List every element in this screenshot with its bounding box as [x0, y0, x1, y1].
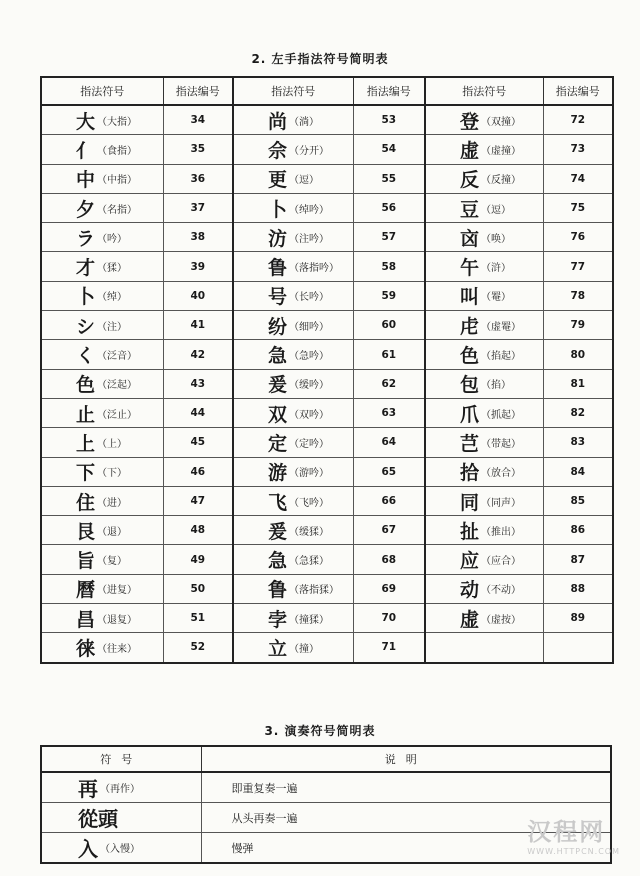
table-row — [41, 803, 611, 833]
fingering-glyph: 更 — [268, 169, 288, 192]
fingering-name: （撞猱） — [289, 614, 330, 626]
number-cell: 58 — [353, 252, 425, 281]
fingering-name: （掐起） — [481, 351, 522, 363]
symbol-cell — [425, 486, 543, 515]
fingering-glyph: 芑 — [460, 432, 480, 455]
symbol-cell — [233, 223, 353, 252]
performance-glyph: 再 — [78, 777, 98, 801]
number-cell: 38 — [163, 223, 233, 252]
fingering-glyph: 卜 — [76, 286, 96, 309]
fingering-name: （浒） — [481, 263, 512, 275]
fingering-name: （复） — [97, 556, 128, 568]
number-cell: 57 — [353, 223, 425, 252]
watermark-logo-text: 汉程网 — [527, 818, 606, 846]
number-cell: 34 — [163, 105, 233, 135]
number-cell: 39 — [163, 252, 233, 281]
fingering-name: （双撞） — [481, 116, 522, 128]
symbol-cell — [425, 545, 543, 574]
table-row — [41, 369, 613, 398]
symbol-cell — [425, 398, 543, 427]
fingering-glyph: 双 — [268, 403, 288, 426]
table-header-row — [41, 746, 611, 772]
number-cell: 66 — [353, 486, 425, 515]
number-cell: 68 — [353, 545, 425, 574]
symbol-cell — [233, 281, 353, 310]
symbol-cell — [41, 369, 163, 398]
fingering-glyph: 止 — [76, 403, 96, 426]
table-row — [41, 135, 613, 164]
fingering-name: （泛音） — [97, 351, 138, 363]
number-cell: 75 — [543, 193, 613, 222]
number-cell: 56 — [353, 193, 425, 222]
number-cell: 84 — [543, 457, 613, 486]
symbol-cell — [425, 633, 543, 663]
fingering-glyph: 爰 — [268, 374, 288, 397]
number-cell: 49 — [163, 545, 233, 574]
table-row — [41, 633, 613, 663]
fingering-glyph: 尚 — [268, 110, 288, 133]
fingering-name: （进复） — [97, 585, 138, 597]
number-cell: 81 — [543, 369, 613, 398]
number-cell: 40 — [163, 281, 233, 310]
fingering-glyph: 㐫 — [460, 227, 480, 250]
table-row — [41, 604, 613, 633]
symbol-cell — [41, 428, 163, 457]
symbol-cell — [41, 135, 163, 164]
fingering-glyph: 纷 — [268, 315, 288, 338]
header-number-3: 指法编号 — [543, 77, 613, 105]
fingering-glyph: 佘 — [268, 139, 288, 162]
fingering-name: （反撞） — [481, 175, 522, 187]
symbol-cell — [425, 252, 543, 281]
header-number-1: 指法编号 — [163, 77, 233, 105]
table-row — [41, 486, 613, 515]
performance-symbol-table — [40, 745, 612, 864]
fingering-glyph: 虍 — [460, 315, 480, 338]
table-row — [41, 516, 613, 545]
fingering-name: （中指） — [97, 175, 138, 187]
performance-glyph: 入 — [78, 837, 98, 861]
fingering-name: （食指） — [97, 145, 138, 157]
fingering-name: （急猱） — [289, 556, 330, 568]
symbol-cell — [233, 135, 353, 164]
table1-title: 2. 左手指法符号简明表 — [251, 52, 389, 66]
symbol-cell — [425, 193, 543, 222]
fingering-glyph: 艮 — [76, 520, 96, 543]
symbol-cell — [233, 486, 353, 515]
fingering-name: （游吟） — [289, 468, 330, 480]
fingering-name: （往来） — [97, 643, 138, 655]
fingering-name: （绰吟） — [289, 204, 330, 216]
number-cell: 45 — [163, 428, 233, 457]
header-description: 说明 — [201, 746, 611, 772]
fingering-name: （落指吟） — [289, 263, 340, 275]
fingering-glyph: 急 — [268, 345, 288, 368]
number-cell: 86 — [543, 516, 613, 545]
fingering-glyph: 鲁 — [268, 579, 288, 602]
watermark — [527, 812, 620, 856]
number-cell: 54 — [353, 135, 425, 164]
table-row — [41, 457, 613, 486]
fingering-glyph: 叫 — [460, 286, 480, 309]
fingering-name: （带起） — [481, 438, 522, 450]
table-header-row — [41, 77, 613, 105]
fingering-name: （退） — [97, 526, 128, 538]
symbol-cell — [41, 604, 163, 633]
fingering-glyph: 中 — [76, 169, 96, 192]
fingering-name: （注吟） — [289, 233, 330, 245]
symbol-cell — [233, 604, 353, 633]
number-cell: 61 — [353, 340, 425, 369]
table-row — [41, 398, 613, 427]
table-row — [41, 545, 613, 574]
symbol-cell — [41, 340, 163, 369]
fingering-glyph: 下 — [76, 462, 96, 485]
fingering-glyph: 上 — [76, 432, 96, 455]
fingering-glyph: ラ — [76, 227, 96, 250]
watermark-url: WWW.HTTPCN.COM — [527, 847, 620, 856]
fingering-name: （唤） — [481, 233, 512, 245]
fingering-glyph: 昌 — [76, 608, 96, 631]
number-cell: 88 — [543, 574, 613, 603]
table-row — [41, 574, 613, 603]
fingering-glyph: 旨 — [76, 550, 96, 573]
fingering-glyph: 鲁 — [268, 257, 288, 280]
number-cell: 42 — [163, 340, 233, 369]
fingering-glyph: 爰 — [268, 520, 288, 543]
fingering-glyph: 应 — [460, 550, 480, 573]
fingering-name: （细吟） — [289, 321, 330, 333]
number-cell: 36 — [163, 164, 233, 193]
fingering-glyph: 包 — [460, 374, 480, 397]
number-cell: 59 — [353, 281, 425, 310]
fingering-name: （不动） — [481, 585, 522, 597]
symbol-cell — [233, 105, 353, 135]
header-symbol-2: 指法符号 — [233, 77, 353, 105]
symbol-cell — [41, 574, 163, 603]
symbol-cell — [233, 369, 353, 398]
symbol-cell — [233, 545, 353, 574]
fingering-name: （逗） — [481, 204, 512, 216]
symbol-cell — [41, 545, 163, 574]
number-cell: 74 — [543, 164, 613, 193]
fingering-name: （虚罨） — [481, 321, 522, 333]
symbol-cell — [425, 281, 543, 310]
symbol-cell — [425, 164, 543, 193]
number-cell: 83 — [543, 428, 613, 457]
symbol-cell — [41, 164, 163, 193]
fingering-name: （飞吟） — [289, 497, 330, 509]
symbol-cell — [41, 311, 163, 340]
fingering-glyph: 徕 — [76, 637, 96, 660]
table-row — [41, 223, 613, 252]
fingering-glyph: 扯 — [460, 520, 480, 543]
fingering-name: （抓起） — [481, 409, 522, 421]
fingering-name: （推出） — [481, 526, 522, 538]
fingering-glyph: 立 — [268, 637, 288, 660]
table-row — [41, 772, 611, 803]
table-row — [41, 281, 613, 310]
fingering-glyph: 定 — [268, 432, 288, 455]
fingering-glyph: 色 — [460, 345, 480, 368]
number-cell: 50 — [163, 574, 233, 603]
number-cell: 44 — [163, 398, 233, 427]
fingering-glyph: シ — [76, 315, 96, 338]
number-cell: 79 — [543, 311, 613, 340]
fingering-glyph: 登 — [460, 110, 480, 133]
fingering-name: （上） — [97, 438, 128, 450]
fingering-name: （定吟） — [289, 438, 330, 450]
number-cell: 65 — [353, 457, 425, 486]
header-symbol: 符号 — [41, 746, 201, 772]
symbol-cell — [425, 574, 543, 603]
description-cell: 即重复奏一遍 — [201, 772, 611, 803]
fingering-glyph: 游 — [268, 462, 288, 485]
number-cell: 52 — [163, 633, 233, 663]
fingering-name: （掐） — [481, 380, 512, 392]
number-cell: 82 — [543, 398, 613, 427]
description-cell: 从头再奏一遍 — [201, 803, 611, 833]
symbol-cell — [41, 223, 163, 252]
fingering-glyph: 同 — [460, 491, 480, 514]
symbol-cell — [233, 311, 353, 340]
fingering-name: （退复） — [97, 614, 138, 626]
symbol-cell — [233, 252, 353, 281]
symbol-cell — [233, 633, 353, 663]
table-row — [41, 193, 613, 222]
number-cell: 43 — [163, 369, 233, 398]
performance-name: （再作） — [100, 784, 140, 795]
symbol-cell — [233, 340, 353, 369]
symbol-cell — [233, 193, 353, 222]
fingering-name: （缓猱） — [289, 526, 330, 538]
fingering-name: （吟） — [97, 233, 128, 245]
symbol-cell — [41, 193, 163, 222]
fingering-name: （同声） — [481, 497, 522, 509]
table-row — [41, 105, 613, 135]
symbol-cell — [425, 457, 543, 486]
symbol-cell — [41, 633, 163, 663]
number-cell: 78 — [543, 281, 613, 310]
symbol-cell — [425, 135, 543, 164]
symbol-cell — [41, 457, 163, 486]
number-cell: 48 — [163, 516, 233, 545]
number-cell: 47 — [163, 486, 233, 515]
fingering-name: （急吟） — [289, 351, 330, 363]
left-hand-fingering-table — [40, 76, 614, 664]
fingering-name: （双吟） — [289, 409, 330, 421]
symbol-cell — [425, 311, 543, 340]
number-cell: 51 — [163, 604, 233, 633]
number-cell: 89 — [543, 604, 613, 633]
symbol-cell — [41, 252, 163, 281]
symbol-cell — [425, 223, 543, 252]
fingering-name: （注） — [97, 321, 128, 333]
fingering-glyph: 虚 — [460, 139, 480, 162]
number-cell: 72 — [543, 105, 613, 135]
number-cell: 37 — [163, 193, 233, 222]
symbol-cell — [425, 428, 543, 457]
number-cell: 69 — [353, 574, 425, 603]
number-cell: 73 — [543, 135, 613, 164]
fingering-name: （大指） — [97, 116, 138, 128]
fingering-name: （进） — [97, 497, 128, 509]
fingering-glyph: 拾 — [460, 462, 480, 485]
fingering-name: （名指） — [97, 204, 138, 216]
description-cell: 慢弹 — [201, 833, 611, 864]
performance-glyph: 從頭 — [78, 807, 118, 831]
symbol-cell — [41, 803, 201, 833]
symbol-cell — [425, 369, 543, 398]
fingering-glyph: 虚 — [460, 608, 480, 631]
fingering-glyph: 爪 — [460, 403, 480, 426]
table-row — [41, 428, 613, 457]
fingering-glyph: 住 — [76, 491, 96, 514]
symbol-cell — [41, 281, 163, 310]
fingering-glyph: 午 — [460, 257, 480, 280]
fingering-glyph: 色 — [76, 374, 96, 397]
fingering-name: （落指猱） — [289, 585, 340, 597]
number-cell: 64 — [353, 428, 425, 457]
performance-name: （入慢） — [100, 844, 140, 855]
table-row — [41, 164, 613, 193]
fingering-name: （放合） — [481, 468, 522, 480]
number-cell: 67 — [353, 516, 425, 545]
fingering-glyph: 孛 — [268, 608, 288, 631]
header-symbol-1: 指法符号 — [41, 77, 163, 105]
symbol-cell — [41, 833, 201, 864]
symbol-cell — [233, 398, 353, 427]
table-row — [41, 340, 613, 369]
number-cell: 41 — [163, 311, 233, 340]
fingering-glyph: 汸 — [268, 227, 288, 250]
number-cell: 46 — [163, 457, 233, 486]
number-cell: 53 — [353, 105, 425, 135]
fingering-name: （泛起） — [97, 380, 138, 392]
fingering-name: （下） — [97, 468, 128, 480]
table-row — [41, 252, 613, 281]
symbol-cell — [41, 105, 163, 135]
fingering-glyph: 动 — [460, 579, 480, 602]
header-number-2: 指法编号 — [353, 77, 425, 105]
fingering-glyph: 号 — [268, 286, 288, 309]
fingering-name: （虚按） — [481, 614, 522, 626]
fingering-glyph: 大 — [76, 110, 96, 133]
fingering-name: （撞） — [289, 643, 320, 655]
symbol-cell — [425, 105, 543, 135]
symbol-cell — [425, 516, 543, 545]
symbol-cell — [41, 398, 163, 427]
fingering-glyph: 卜 — [268, 198, 288, 221]
symbol-cell — [233, 457, 353, 486]
fingering-name: （分开） — [289, 145, 330, 157]
symbol-cell — [233, 428, 353, 457]
fingering-glyph: 飞 — [268, 491, 288, 514]
symbol-cell — [41, 772, 201, 803]
symbol-cell — [41, 516, 163, 545]
table-row — [41, 311, 613, 340]
fingering-name: （虚撞） — [481, 145, 522, 157]
table-row — [41, 833, 611, 864]
number-cell: 76 — [543, 223, 613, 252]
fingering-glyph: 豆 — [460, 198, 480, 221]
number-cell: 35 — [163, 135, 233, 164]
fingering-name: （绰） — [97, 292, 128, 304]
fingering-glyph: 急 — [268, 550, 288, 573]
fingering-glyph: 才 — [76, 257, 96, 280]
table2-title: 3. 演奏符号简明表 — [264, 724, 376, 738]
number-cell — [543, 633, 613, 663]
fingering-name: （淌） — [289, 116, 320, 128]
fingering-glyph: 曆 — [76, 579, 96, 602]
fingering-glyph: く — [76, 345, 96, 368]
fingering-name: （缓吟） — [289, 380, 330, 392]
fingering-name: （泛止） — [97, 409, 138, 421]
fingering-glyph: 夕 — [76, 198, 96, 221]
fingering-glyph: 反 — [460, 169, 480, 192]
symbol-cell — [233, 516, 353, 545]
symbol-cell — [233, 164, 353, 193]
fingering-glyph: 亻 — [76, 139, 96, 162]
number-cell: 60 — [353, 311, 425, 340]
number-cell: 85 — [543, 486, 613, 515]
number-cell: 62 — [353, 369, 425, 398]
number-cell: 87 — [543, 545, 613, 574]
symbol-cell — [425, 340, 543, 369]
number-cell: 63 — [353, 398, 425, 427]
number-cell: 80 — [543, 340, 613, 369]
symbol-cell — [41, 486, 163, 515]
fingering-name: （猱） — [97, 263, 128, 275]
symbol-cell — [425, 604, 543, 633]
fingering-name: （应合） — [481, 556, 522, 568]
symbol-cell — [233, 574, 353, 603]
number-cell: 71 — [353, 633, 425, 663]
number-cell: 55 — [353, 164, 425, 193]
number-cell: 70 — [353, 604, 425, 633]
number-cell: 77 — [543, 252, 613, 281]
fingering-name: （逗） — [289, 175, 320, 187]
fingering-name: （长吟） — [289, 292, 330, 304]
header-symbol-3: 指法符号 — [425, 77, 543, 105]
fingering-name: （罨） — [481, 292, 512, 304]
